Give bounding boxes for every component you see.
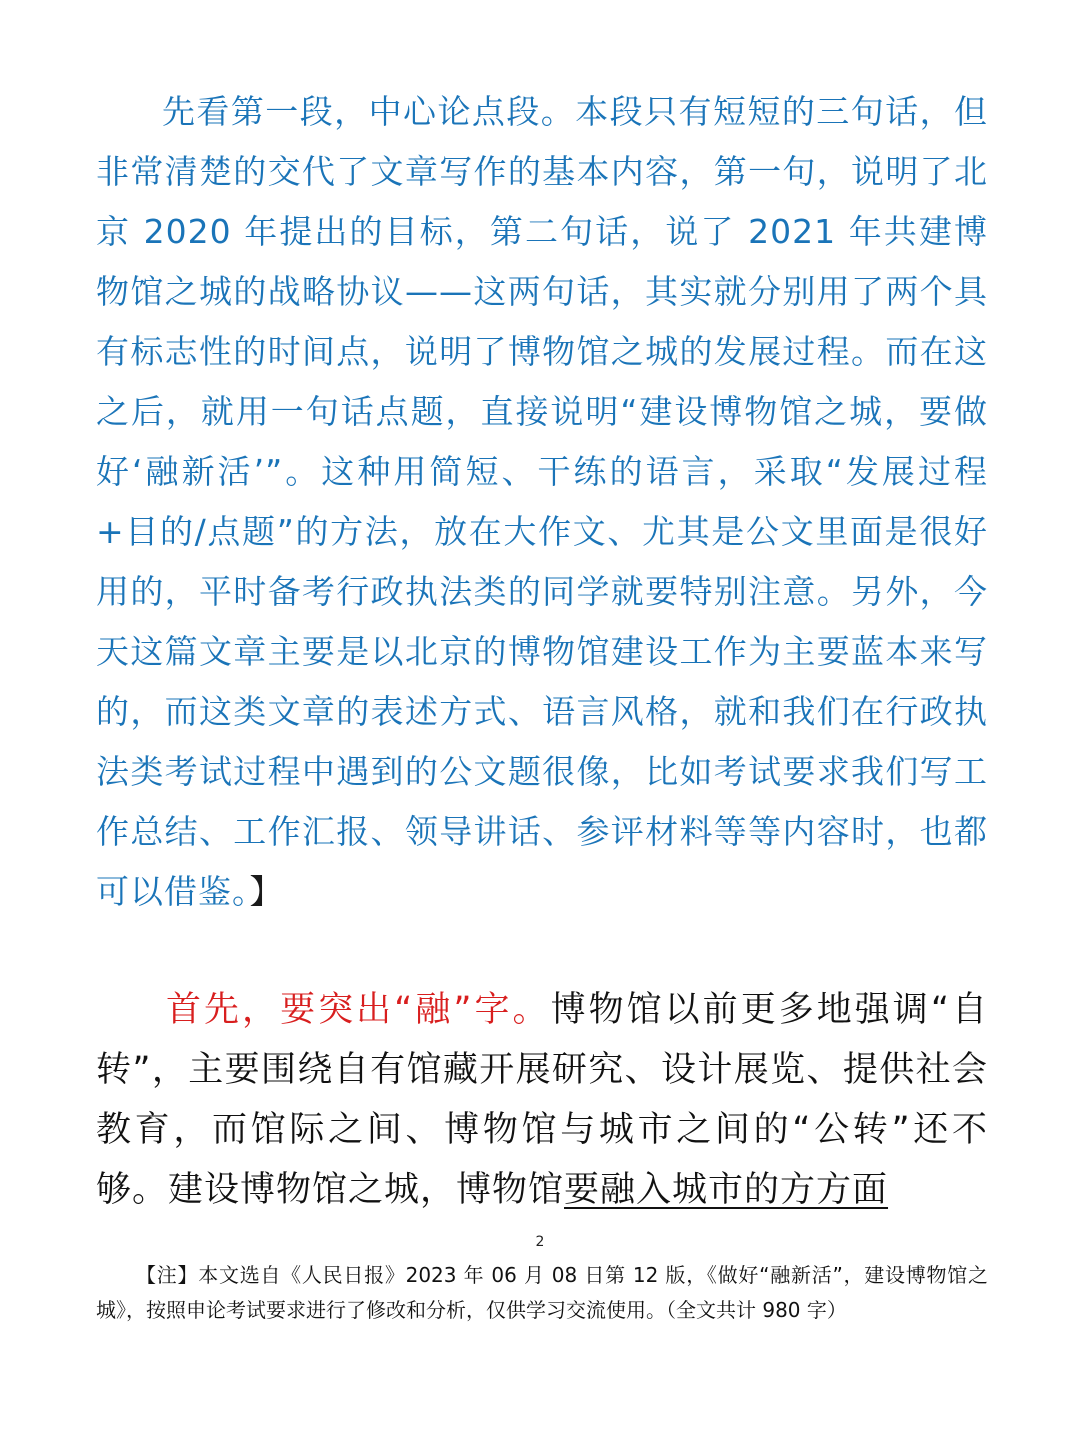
analysis-text: 先看第一段，中心论点段。本段只有短短的三句话，但非常清楚的交代了文章写作的基本内容，第一句，说明了北京 2020 年提出的目标，第二句话，说了 2021 年共建博物馆之城的战略协议——这两句话，其实就分别用了两个具有标志性的时间点，说明了博物馆之城的发展过程。而在这之后，就用一句话点题，直接说明“建设博物馆之城，要做好‘融新活’”。这种用简短、干练的语言，采取“发展过程+目的/点题”的方法，放在大作文、尤其是公文里面是很好用的，平时备考行政执法类的同学就要特别注意。另外，今天这篇文章主要是以北京的博物馆建设工作为主要蓝本来写的，而这类文章的表述方式、语言风格，就和我们在行政执法类考试过程中遇到的公文题很像，比如考试要求我们写工作总结、工作汇报、领导讲话、参评材料等等内容时，也都可以借鉴。 [96,92,988,911]
body-underlined-text: 要融入城市的方方面 [564,1170,889,1210]
analysis-close-bracket: 】 [249,872,284,911]
body-paragraph [96,980,988,1220]
footnote-text: 【注】本文选自《人民日报》2023 年 06 月 08 日第 12 版，《做好“融新活”，建设博物馆之城》，按照申论考试要求进行了修改和分析，仅供学习交流使用。（全文共计 980 字） [96,1263,988,1322]
analysis-paragraph [96,82,988,922]
body-lead-sentence: 首先，要突出“融”字。 [166,990,551,1030]
footnote [96,1258,988,1328]
page-number: 2 [535,1234,545,1250]
body-text: 博物馆以前更多地强调“自转”，主要围绕自有馆藏开展研究、设计展览、提供社会教育，而馆际之间、博物馆与城市之间的“公转”还不够。建设博物馆之城，博物馆 [96,990,988,1210]
